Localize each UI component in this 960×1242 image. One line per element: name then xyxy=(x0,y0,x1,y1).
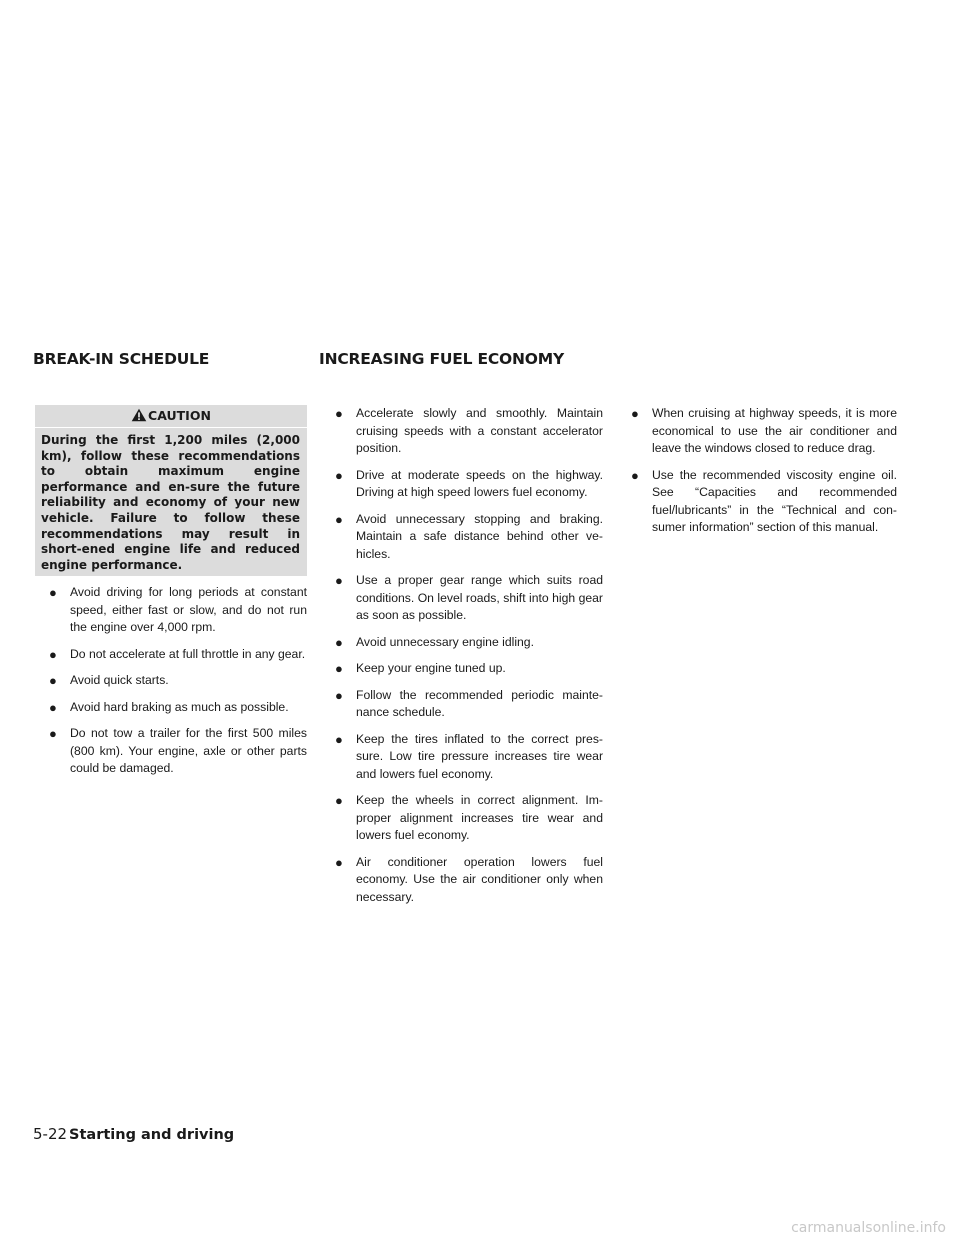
fuel-economy-list xyxy=(335,405,603,906)
warning-triangle-icon xyxy=(131,408,147,422)
bullet-icon: ● xyxy=(335,854,343,870)
list-item xyxy=(631,467,897,537)
bullet-icon: ● xyxy=(335,511,343,527)
bullet-icon: ● xyxy=(335,661,343,676)
break-in-schedule-heading: BREAK-IN SCHEDULE xyxy=(33,350,210,368)
list-item-text: Do not accelerate at full throttle in any gear. xyxy=(70,646,306,661)
list-item-text: Drive at moderate speeds on the highway. Driving at high speed lowers fuel economy. xyxy=(356,467,603,499)
list-item xyxy=(49,725,307,778)
bullet-icon: ● xyxy=(335,406,343,421)
fuel-economy-column-2 xyxy=(631,405,897,546)
list-item-text: Use the recommended viscosity engine oil. See “Capacities and recommended fuel/lubricants” in the “Technical and con-sumer information” section of this manual. xyxy=(652,467,897,534)
increasing-fuel-economy-heading: INCREASING FUEL ECONOMY xyxy=(319,350,565,368)
break-in-column xyxy=(33,405,307,787)
list-item xyxy=(335,687,603,722)
bullet-icon: ● xyxy=(49,646,57,662)
list-item xyxy=(335,572,603,625)
page-number: 5-22 xyxy=(33,1125,68,1143)
list-item xyxy=(49,699,307,717)
list-item xyxy=(335,511,603,564)
list-item-text: Keep the tires inflated to the correct pres-sure. Low tire pressure increases tire wear and lowers fuel economy. xyxy=(356,731,603,781)
list-item xyxy=(335,467,603,502)
fuel-economy-column-1 xyxy=(335,405,603,915)
bullet-icon: ● xyxy=(631,467,639,483)
caution-header xyxy=(35,405,307,428)
list-item-text: When cruising at highway speeds, it is more economical to use the air conditioner and leave the windows closed to reduce drag. xyxy=(652,406,897,455)
list-item-text: Keep your engine tuned up. xyxy=(356,661,506,675)
list-item-text: Avoid hard braking as much as possible. xyxy=(70,699,289,714)
list-item-text: Keep the wheels in correct alignment. Im-proper alignment increases tire wear and lowers fuel economy. xyxy=(356,793,603,842)
list-item xyxy=(335,405,603,458)
bullet-icon: ● xyxy=(335,573,343,588)
bullet-icon: ● xyxy=(49,726,57,742)
watermark: carmanualsonline.info xyxy=(791,1220,946,1236)
list-item xyxy=(335,854,603,907)
bullet-icon: ● xyxy=(49,585,57,601)
bullet-icon: ● xyxy=(49,699,57,715)
list-item xyxy=(335,731,603,784)
list-item-text: Avoid unnecessary engine idling. xyxy=(356,634,534,649)
caution-title: CAUTION xyxy=(148,408,211,423)
caution-box xyxy=(35,405,307,576)
list-item xyxy=(49,672,307,690)
bullet-icon: ● xyxy=(335,793,343,808)
list-item-text: Use a proper gear range which suits road conditions. On level roads, shift into high gear as soon as possible. xyxy=(356,573,603,622)
list-item xyxy=(49,646,307,664)
chapter-title: Starting and driving xyxy=(69,1127,235,1143)
bullet-icon: ● xyxy=(335,731,343,747)
list-item-text: Avoid unnecessary stopping and braking. Maintain a safe distance behind other ve-hicles. xyxy=(356,511,603,561)
list-item xyxy=(335,634,603,652)
list-item-text: Avoid driving for long periods at constant speed, either fast or slow, and do not run the engine over 4,000 rpm. xyxy=(70,585,307,635)
list-item-text: Do not tow a trailer for the first 500 miles (800 km). Your engine, axle or other parts could be damaged. xyxy=(70,726,307,776)
list-item xyxy=(631,405,897,458)
page-footer xyxy=(33,1125,234,1143)
break-in-list xyxy=(33,584,307,778)
list-item-text: Air conditioner operation lowers fuel economy. Use the air conditioner only when necessary. xyxy=(356,854,603,904)
list-item xyxy=(49,584,307,637)
list-item xyxy=(335,792,603,845)
list-item xyxy=(335,660,603,678)
bullet-icon: ● xyxy=(335,467,343,483)
bullet-icon: ● xyxy=(335,634,343,650)
bullet-icon: ● xyxy=(335,687,343,703)
list-item-text: Avoid quick starts. xyxy=(70,673,169,688)
caution-text: During the first 1,200 miles (2,000 km), follow these recommendations to obtain maximum engine performance and en-sure the future reliability and economy of your new vehicle. Failure to follow these recommendations may result in short-ened engine life and reduced engine performance. xyxy=(41,433,300,572)
bullet-icon: ● xyxy=(49,673,57,689)
bullet-icon: ● xyxy=(631,406,639,421)
list-item-text: Accelerate slowly and smoothly. Maintain cruising speeds with a constant accelerator position. xyxy=(356,406,603,455)
fuel-economy-list-continued xyxy=(631,405,897,537)
list-item-text: Follow the recommended periodic mainte-nance schedule. xyxy=(356,687,603,719)
